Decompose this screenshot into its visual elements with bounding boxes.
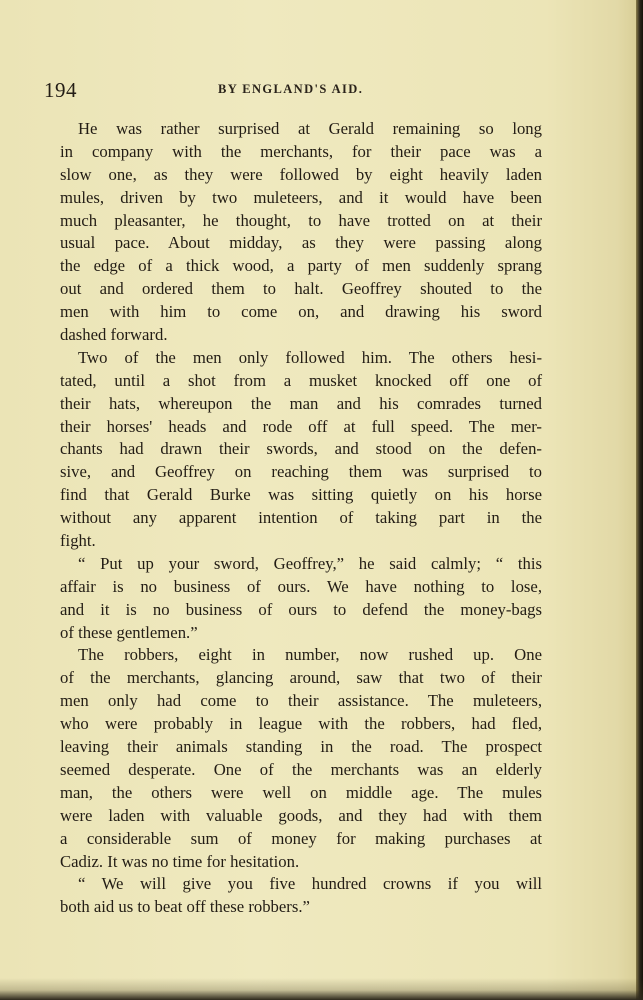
text-line: tated, until a shot from a musket knocked off one of [60,370,542,390]
text-line: were laden with valuable goods, and they had with them [60,805,542,825]
text-line: of the merchants, glancing around, saw that two of their [60,668,542,688]
page-spine-edge [636,0,643,1000]
text-line: sive, and Geoffrey on reaching them was surprised to [60,462,542,482]
text-line: He was rather surprised at Gerald remaining so long [78,119,542,138]
page-number: 194 [44,78,77,102]
text-line: in company with the merchants, for their pace was a [60,141,542,161]
text-line: “ We will give you five hundred crowns if you will [78,874,542,894]
text-line: “ Put up your sword, Geoffrey,” he said calmly; “ this [78,553,542,573]
text-line: both aid us to beat off these robbers.” [60,897,310,917]
text-line: fight. [60,531,96,551]
text-line: the edge of a thick wood, a party of men suddenly sprang [60,256,542,276]
text-line: leaving their animals standing in the road. The prospect [60,737,542,757]
text-line: a considerable sum of money for making purchases at [60,828,542,848]
text-line: man, the others were well on middle age. The mules [60,782,542,802]
text-line: dashed forward. [60,325,168,345]
text-line: men with him to come on, and drawing his sword [60,302,542,322]
text-line: of these gentlemen.” [60,622,198,642]
text-line: their horses' heads and rode off at full speed. The mer- [60,416,542,436]
text-line: without any apparent intention of taking part in the [60,508,542,528]
text-line: affair is no business of ours. We have nothing to lose, [60,576,542,596]
text-line: Two of the men only followed him. The others hesi- [78,347,542,367]
text-line: and it is no business of ours to defend the money-bags [60,599,542,619]
page-bottom-shadow [0,978,643,1000]
text-line: usual pace. About midday, as they were passing along [60,233,542,253]
text-line: Cadiz. It was no time for hesitation. [60,851,300,871]
page-header [44,78,544,102]
body-text [60,118,542,919]
text-line: seemed desperate. One of the merchants was an elderly [60,759,542,779]
text-line: slow one, as they were followed by eight heavily laden [60,164,542,184]
text-line: men only had come to their assistance. The muleteers, [60,691,542,711]
text-line: find that Gerald Burke was sitting quietly on his horse [60,485,542,505]
text-line: much pleasanter, he thought, to have trotted on at their [60,210,542,230]
text-line: The robbers, eight in number, now rushed up. One [78,645,542,665]
text-line: who were probably in league with the robbers, had fled, [60,714,542,734]
text-line: their hats, whereupon the man and his comrades turned [60,393,542,413]
text-line: chants had drawn their swords, and stood on the defen- [60,439,542,459]
text-line: mules, driven by two muleteers, and it would have been [60,187,542,207]
text-line: out and ordered them to halt. Geoffrey shouted to the [60,279,542,299]
running-head: BY ENGLAND'S AID. [218,82,364,96]
